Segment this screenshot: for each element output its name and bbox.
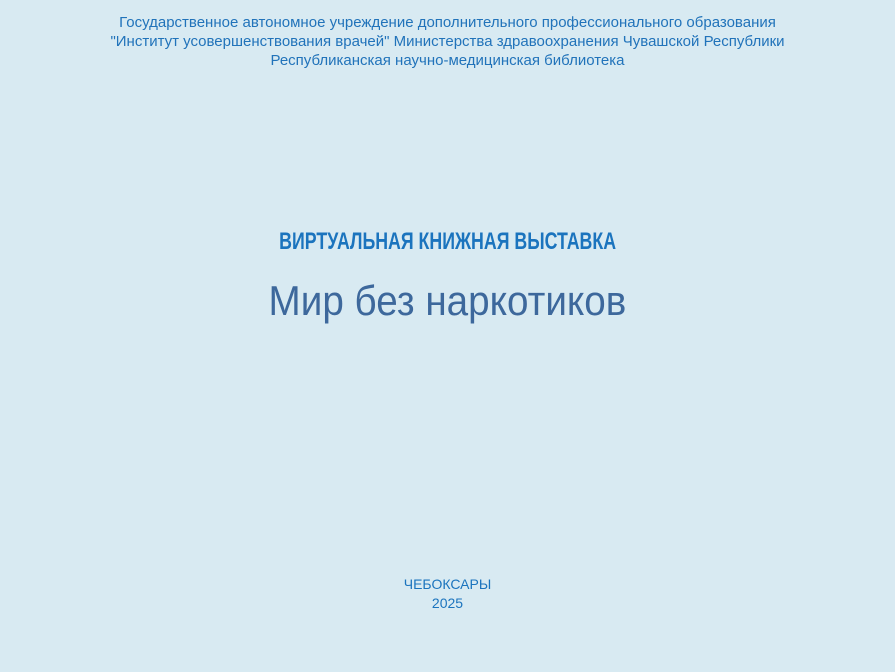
organization-header-line-3: Республиканская научно-медицинская библиотека [270,52,625,69]
organization-header-line-2: "Институт усовершенствования врачей" Министерства здравоохранения Чувашской Республики [110,33,785,50]
footer [0,575,895,613]
organization-header [0,13,895,70]
footer-city: ЧЕБОКСАРЫ [403,576,492,592]
organization-header-line-1: Государственное автономное учреждение дополнительного профессионального образования [119,14,776,31]
exhibition-label: ВИРТУАЛЬНАЯ КНИЖНАЯ ВЫСТАВКА [279,228,616,255]
slide-title: Мир без наркотиков [268,277,627,324]
exhibition-label-container [0,228,895,256]
footer-year: 2025 [431,595,464,611]
main-title-container [0,277,895,325]
